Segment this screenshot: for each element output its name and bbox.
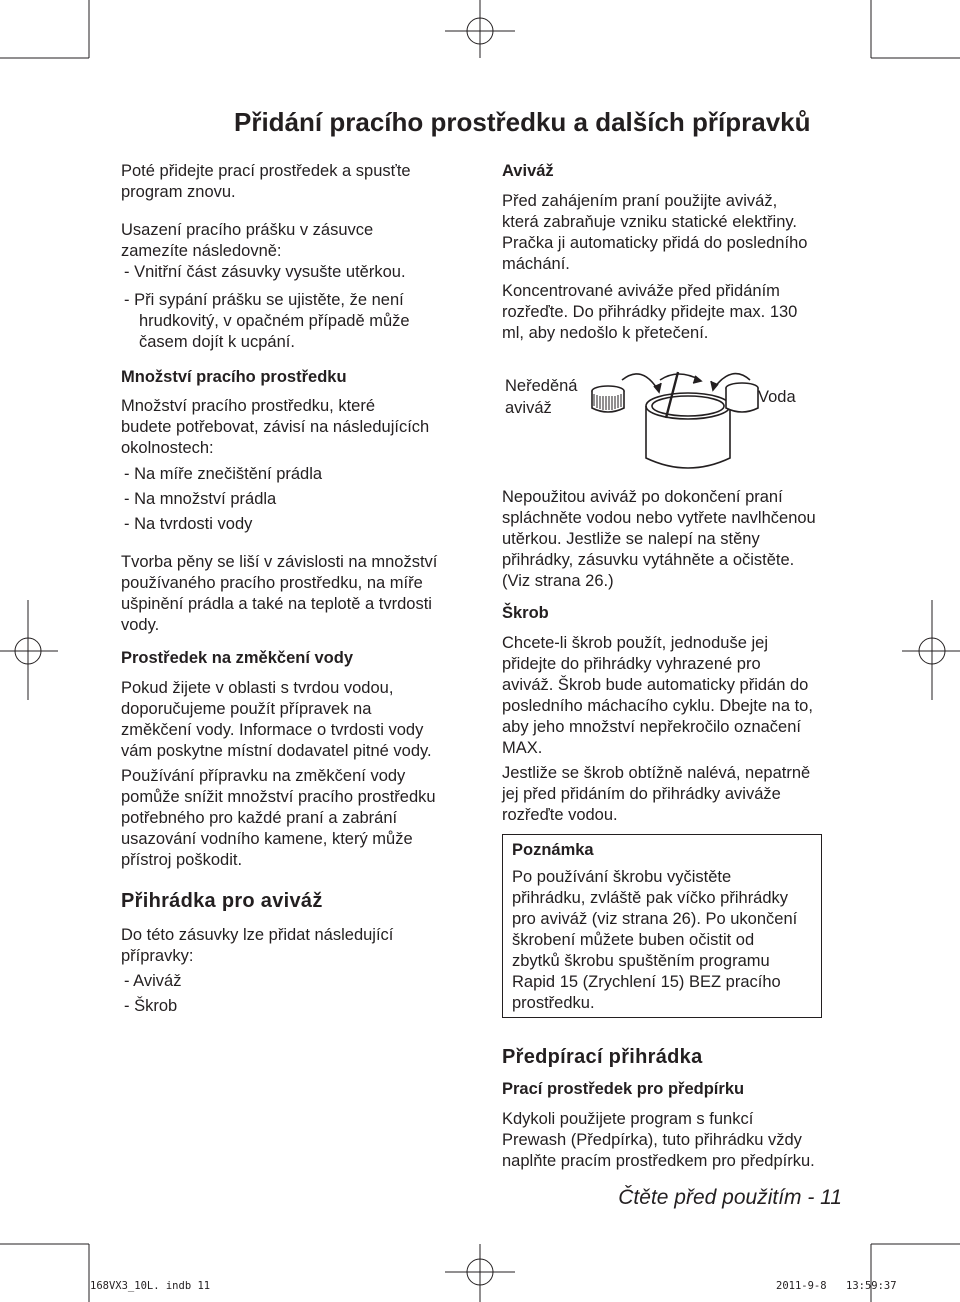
unused-text-line: přihrádky, zásuvku vytáhněte a očistěte. xyxy=(502,551,795,569)
prewash-text-line: Prewash (Předpírka), tuto přihrádku vždy xyxy=(502,1131,802,1149)
softener-text-line: Používání přípravku na změkčení vody xyxy=(121,767,406,785)
figure-label-undiluted-2: aviváž xyxy=(505,399,552,417)
page-title: Přidání pracího prostředku a dalších přípravků xyxy=(234,107,811,137)
section-heading: Množství pracího prostředku xyxy=(121,368,347,386)
prewash-subheading: Prací prostředek pro předpírku xyxy=(502,1080,745,1098)
prevent-text-line: zamezíte následovně: xyxy=(121,242,282,260)
softener-text-line: přístroj poškodit. xyxy=(121,851,243,869)
slug-file: 168VX3_10L. indb 11 xyxy=(90,1280,211,1292)
compartment-text-line: přípravky: xyxy=(121,947,194,965)
unused-text-line: utěrkou. Jestliže se nalepí na stěny xyxy=(502,530,760,548)
figure-label-undiluted-1: Neředěná xyxy=(505,377,578,395)
unused-text-line: Nepoužitou aviváž po dokončení praní xyxy=(502,488,783,506)
aviaz-text-line: ml, aby nedošlo k přetečení. xyxy=(502,324,709,342)
prewash-heading: Předpírací přihrádka xyxy=(502,1046,703,1068)
note-text-line: Po používání škrobu vyčistěte xyxy=(512,868,732,886)
amount-item: - Na míře znečištění prádla xyxy=(124,465,323,483)
starch-text-line: aby jeho množství nepřekročilo označení xyxy=(502,718,801,736)
section-heading: Prostředek na změkčení vody xyxy=(121,649,354,667)
prevent-item: hrudkovitý, v opačném případě může xyxy=(139,312,410,330)
foam-text-line: vody. xyxy=(121,616,160,634)
softener-text-line: doporučujeme použít přípravek na xyxy=(121,700,372,718)
starch-text-line: rozřeďte vodou. xyxy=(502,806,618,824)
figure-label-water: Voda xyxy=(758,388,796,406)
softener-text-line: pomůže snížit množství pracího prostředku xyxy=(121,788,436,806)
starch-text-line: Jestliže se škrob obtížně nalévá, nepatrně xyxy=(502,764,811,782)
amount-text-line: okolnostech: xyxy=(121,439,214,457)
starch-text-line: MAX. xyxy=(502,739,543,757)
prevent-item: - Vnitřní část zásuvky vysušte utěrkou. xyxy=(124,263,406,281)
intro-text-line: Poté přidejte prací prostředek a spusťte xyxy=(121,162,411,180)
starch-text-line: přidejte do přihrádky vyhrazené pro xyxy=(502,655,761,673)
aviaz-text-line: Před zahájením praní použijte aviváž, xyxy=(502,192,778,210)
compartment-heading: Přihrádka pro aviváž xyxy=(121,890,323,912)
slug-date: 2011-9-8 xyxy=(776,1280,827,1292)
prevent-item: časem dojít k ucpání. xyxy=(139,333,295,351)
unused-text-line: (Viz strana 26.) xyxy=(502,572,614,590)
note-text-line: zbytků škrobu spuštěním programu xyxy=(512,952,770,970)
aviaz-text-line: rozřeďte. Do přihrádky přidejte max. 130 xyxy=(502,303,798,321)
note-text-line: pro aviváž (viz strana 26). Po ukončení xyxy=(512,910,798,928)
prewash-text-line: naplňte pracím prostředkem pro předpírku. xyxy=(502,1152,815,1170)
starch-text-line: Chcete-li škrob použít, jednoduše jej xyxy=(502,634,768,652)
compartment-item: - Škrob xyxy=(124,997,178,1015)
starch-text-line: jej před přidáním do přihrádky aviváže xyxy=(502,785,781,803)
note-text-line: škrobení můžete buben očistit od xyxy=(512,931,755,949)
note-text-line: prostředku. xyxy=(512,994,595,1012)
note-heading: Poznámka xyxy=(512,841,594,859)
prevent-item: - Při sypání prášku se ujistěte, že není xyxy=(124,291,404,309)
intro-text-line: program znovu. xyxy=(121,183,236,201)
amount-text-line: Množství pracího prostředku, které xyxy=(121,397,376,415)
starch-text-line: posledního máchacího cyklu. Dbejte na to, xyxy=(502,697,813,715)
aviaz-text-line: Koncentrované aviváže před přidáním xyxy=(502,282,780,300)
note-text-line: Rapid 15 (Zrychlení 15) BEZ pracího xyxy=(512,973,781,991)
softener-text-line: změkčení vody. Informace o tvrdosti vody xyxy=(121,721,424,739)
section-heading: Aviváž xyxy=(502,162,554,180)
starch-text-line: aviváž. Škrob bude automaticky přidán do xyxy=(502,676,809,694)
compartment-item: - Aviváž xyxy=(124,972,182,990)
prewash-text-line: Kdykoli použijete program s funkcí xyxy=(502,1110,754,1128)
foam-text-line: používaného pracího prostředku, na míře xyxy=(121,574,423,592)
foam-text-line: Tvorba pěny se liší v závislosti na množství xyxy=(121,553,438,571)
page-footer: Čtěte před použitím - 11 xyxy=(618,1186,842,1209)
aviaz-text-line: Pračka ji automaticky přidá do posledního xyxy=(502,234,808,252)
slug-time: 13:59:37 xyxy=(846,1280,897,1292)
note-text-line: přihrádku, zvláště pak víčko přihrádky xyxy=(512,889,789,907)
aviaz-text-line: která zabraňuje vzniku statické elektřiny. xyxy=(502,213,797,231)
softener-text-line: vám poskytne místní dodavatel pitné vody. xyxy=(121,742,432,760)
section-heading: Škrob xyxy=(502,604,549,622)
amount-item: - Na množství prádla xyxy=(124,490,277,508)
prevent-text-line: Usazení pracího prášku v zásuvce xyxy=(121,221,374,239)
softener-text-line: usazování vodního kamene, který může xyxy=(121,830,413,848)
amount-item: - Na tvrdosti vody xyxy=(124,515,253,533)
softener-text-line: potřebného pro každé praní a zabrání xyxy=(121,809,398,827)
foam-text-line: ušpinění prádla a také na teplotě a tvrdosti xyxy=(121,595,432,613)
amount-text-line: budete potřebovat, závisí na následujících xyxy=(121,418,430,436)
unused-text-line: spláchněte vodou nebo vytřete navlhčenou xyxy=(502,509,816,527)
softener-text-line: Pokud žijete v oblasti s tvrdou vodou, xyxy=(121,679,394,697)
compartment-text-line: Do této zásuvky lze přidat následující xyxy=(121,926,394,944)
aviaz-text-line: máchání. xyxy=(502,255,570,273)
